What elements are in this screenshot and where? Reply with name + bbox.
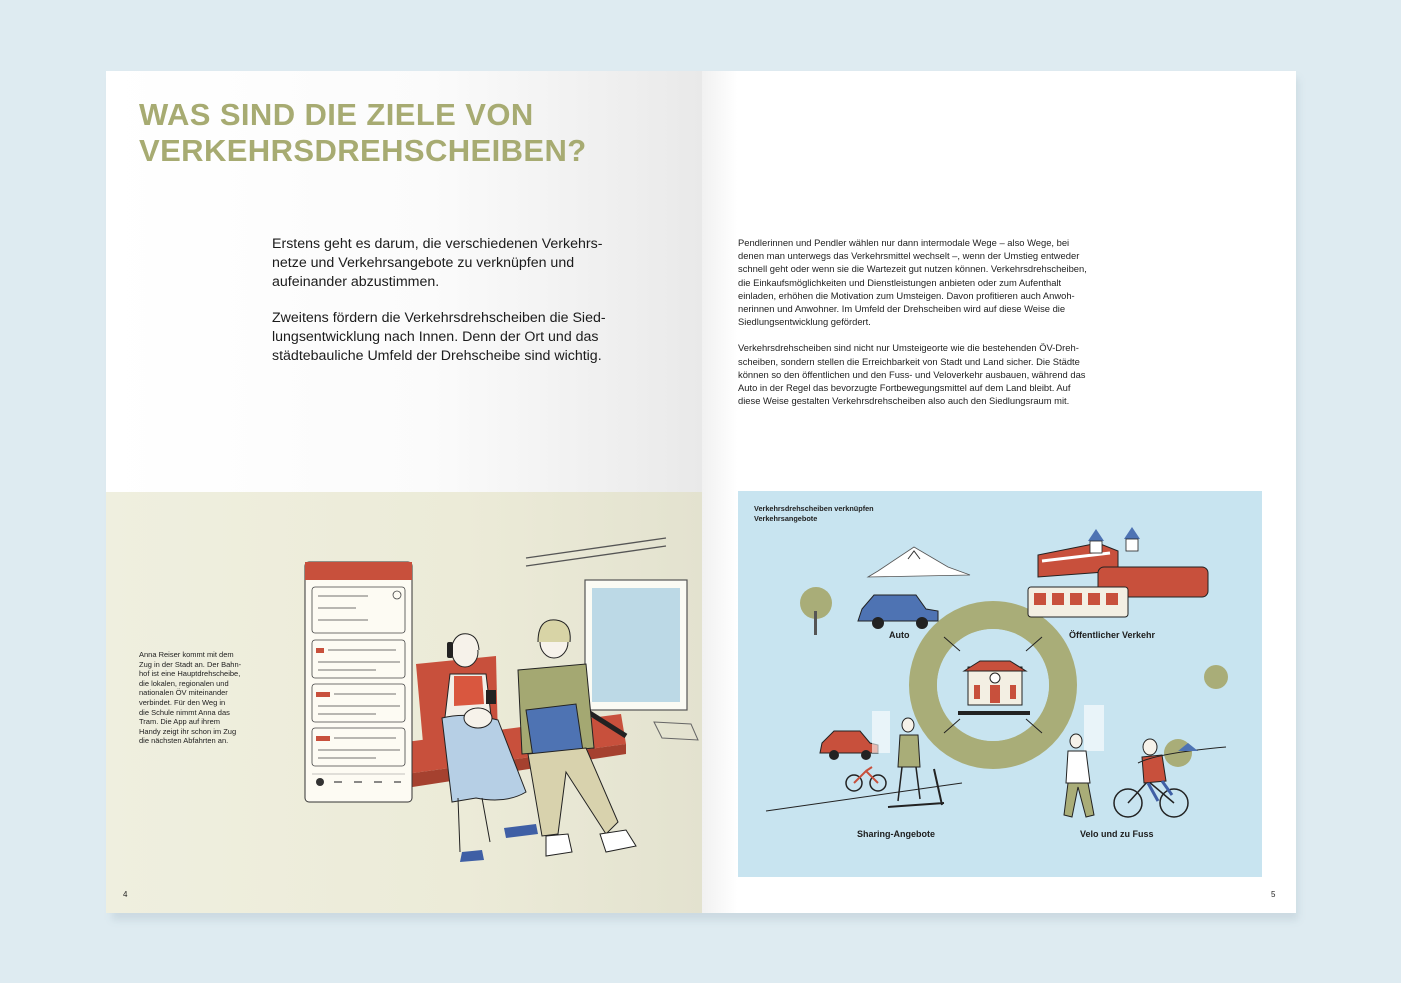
page-number-left: 4	[123, 890, 128, 899]
body-paragraph-1: Pendlerinnen und Pendler wählen nur dann intermodale Wege – also Wege, bei denen man unterwegs das Verkehrsmittel wechselt –, wenn der Umstieg entweder schnell geht oder wenn sie die Wartezeit gut nutzen können. Verkehrsdrehscheiben, die Einkaufsmöglichkeiten und Dienstleistungen anbieten oder zum Aufenthalt einladen, erhöhen die Motivation zum Umsteigen. Davon profitieren auch Anwoh- nerinnen und Anwohner. Im Umfeld der Drehscheiben wird auf diese Weise die Siedlungsentwicklung gefördert.	[738, 237, 1087, 328]
mobility-hub-diagram	[738, 491, 1262, 877]
diagram-title: Verkehrsdrehscheiben verknüpfen Verkehrsangebote	[754, 504, 874, 523]
car-illustration	[858, 595, 938, 629]
intro-paragraph-1: Erstens geht es darum, die verschiedenen Verkehrs- netze und Verkehrsangebote zu verknüpfen und aufeinander abzustimmen.	[272, 236, 603, 290]
phone-app-illustration	[305, 562, 412, 802]
body-paragraph-2: Verkehrsdrehscheiben sind nicht nur Umsteigeorte wie die bestehenden ÖV-Dreh- scheiben, sondern stellen die Erreichbarkeit von Stadt und Land sicher. Die Städte können so den öffentlichen und den Fuss- und Veloverkehr ausbauen, während das Auto in der Regel das bevorzugte Fortbewegungsmittel auf dem Land bleibt. Auf diese Weise gestalten Verkehrsdrehscheiben also auch den Siedlungsraum mit.	[738, 342, 1086, 407]
body-text	[738, 236, 1100, 407]
bike-and-walk-illustration	[1064, 705, 1226, 817]
label-auto: Auto	[889, 630, 910, 640]
page-headline	[139, 97, 587, 169]
hub-ring-graphic	[923, 615, 1063, 755]
right-page	[702, 71, 1296, 913]
headline-line-2: VERKEHRSDREHSCHEIBEN?	[139, 133, 587, 168]
label-sharing: Sharing-Angebote	[857, 829, 935, 839]
train-illustration	[1028, 543, 1208, 617]
train-interior-illustration	[106, 492, 702, 913]
mobility-hub-illustration	[738, 491, 1262, 877]
left-page	[106, 71, 702, 913]
intro-paragraph-2: Zweitens fördern die Verkehrsdrehscheiben die Sied- lungsentwicklung nach Innen. Denn der Ort und das städtebauliche Umfeld der Drehscheibe sind wichtig.	[272, 310, 606, 364]
label-public-transport: Öffentlicher Verkehr	[1069, 630, 1156, 640]
label-bike-walk: Velo und zu Fuss	[1080, 829, 1154, 839]
illustration-caption: Anna Reiser kommt mit dem Zug in der Stadt an. Der Bahn- hof ist eine Hauptdrehscheibe, die lokalen, regionalen und nationalen ÖV miteinander verbindet. Für den Weg in die Schule nimmt Anna das Tram. Die App auf ihrem Handy zeigt ihr schon im Zug die nächsten Abfahrten an.	[139, 650, 242, 746]
train-illustration-panel	[106, 492, 702, 913]
page-number-right: 5	[1271, 890, 1276, 899]
headline-line-1: WAS SIND DIE ZIELE VON	[139, 97, 534, 132]
intro-text	[272, 235, 647, 366]
